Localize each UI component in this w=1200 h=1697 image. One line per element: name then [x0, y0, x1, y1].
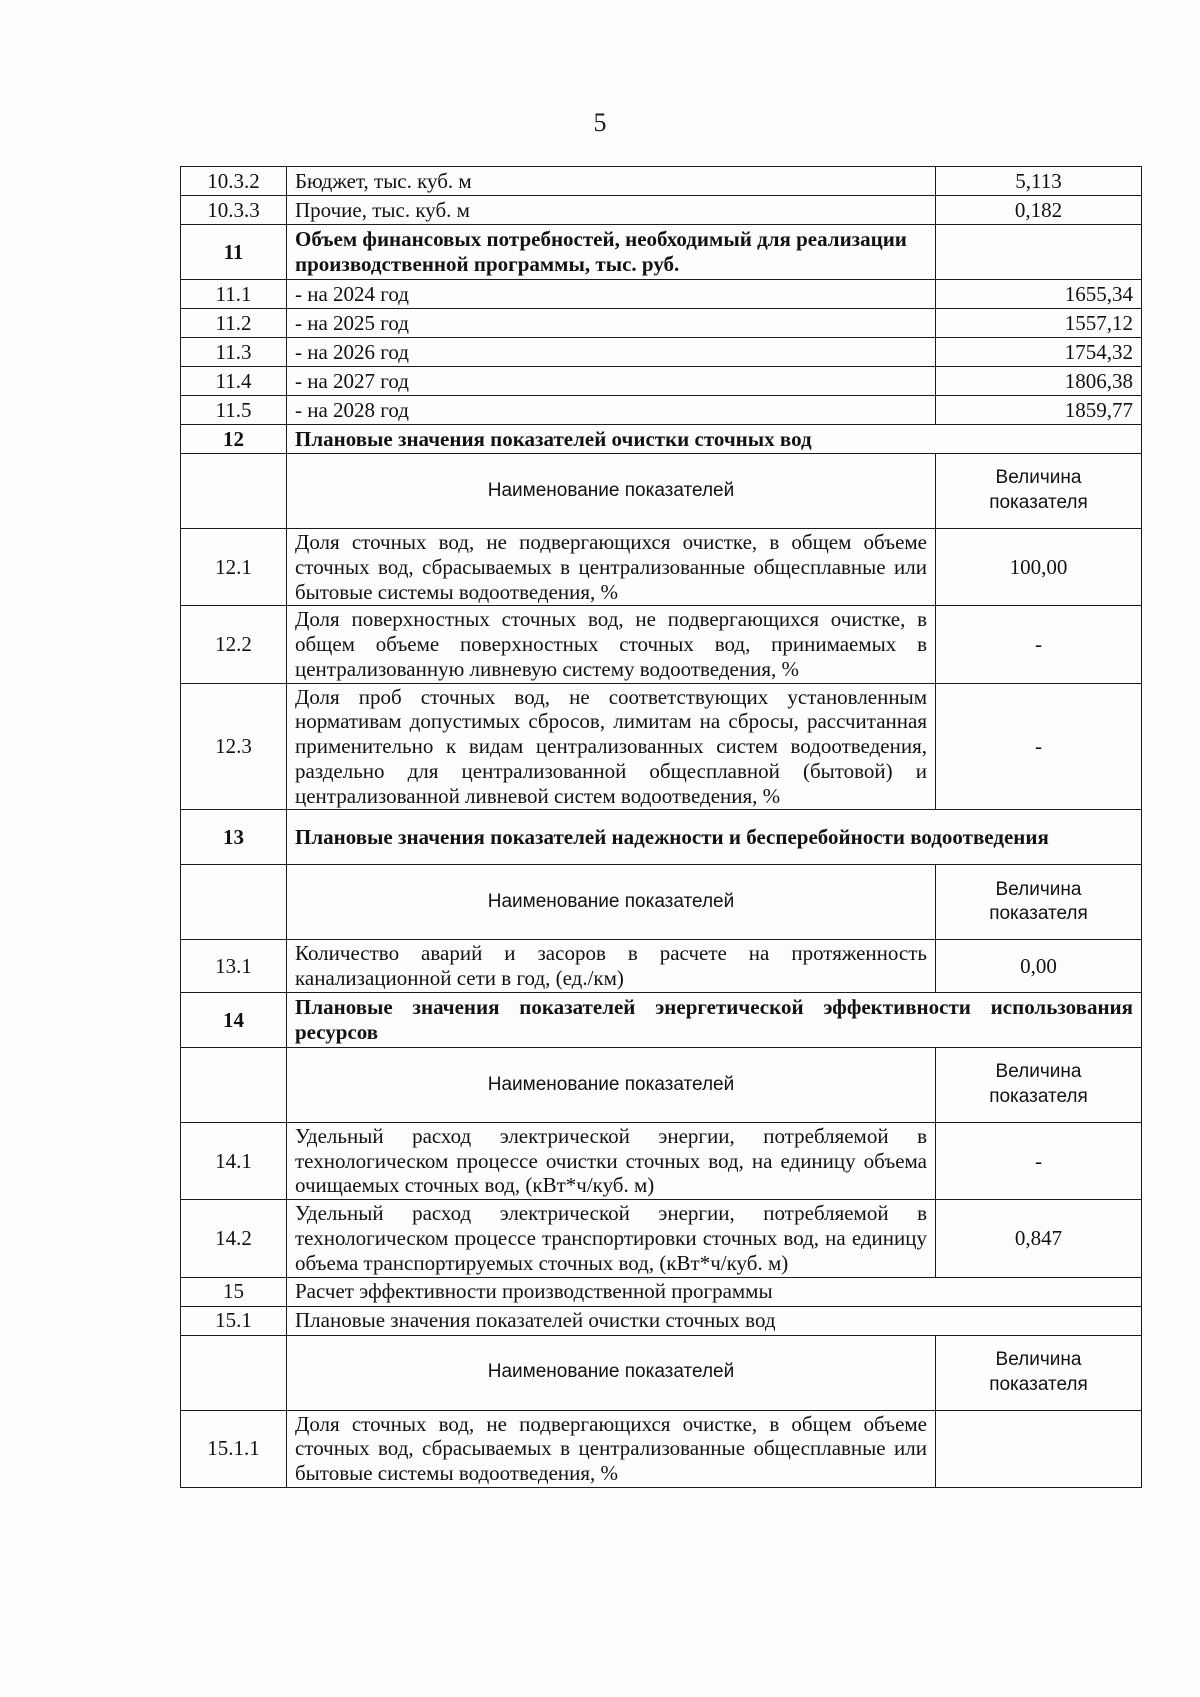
table-row	[181, 606, 1142, 683]
row-value: 100,00	[936, 529, 1142, 606]
row-number: 10.3.2	[181, 167, 287, 196]
row-number: 14.2	[181, 1200, 287, 1277]
row-value: 0,00	[936, 940, 1142, 993]
section-row	[181, 810, 1142, 865]
row-number: 12.1	[181, 529, 287, 606]
table-row	[181, 1200, 1142, 1277]
column-header-value: Величина показателя	[936, 865, 1142, 940]
row-text: Доля сточных вод, не подвергающихся очистке, в общем объеме сточных вод, сбрасываемых в централизованные общесплавные или бытовые системы водоотведения, %	[287, 1410, 936, 1487]
section-number: 14	[181, 992, 287, 1047]
table-row	[181, 338, 1142, 367]
empty-cell	[181, 865, 287, 940]
section-title: Плановые значения показателей энергетической эффективности использования ресурсов	[287, 992, 1142, 1047]
table-header-row	[181, 1047, 1142, 1122]
row-number: 15.1	[181, 1306, 287, 1335]
row-text: Удельный расход электрической энергии, потребляемой в технологическом процессе очистки сточных вод, на единицу объема очищаемых сточных вод, (кВт*ч/куб. м)	[287, 1122, 936, 1199]
row-text: Доля поверхностных сточных вод, не подвергающихся очистке, в общем объеме поверхностных сточных вод, принимаемых в централизованную ливневую систему водоотведения, %	[287, 606, 936, 683]
table-row	[181, 1306, 1142, 1335]
row-text: - на 2026 год	[287, 338, 936, 367]
section-title: Плановые значения показателей очистки сточных вод	[287, 425, 1142, 454]
row-value: -	[936, 606, 1142, 683]
empty-cell	[181, 1047, 287, 1122]
indicators-table	[180, 166, 1142, 1488]
page-number: 5	[593, 108, 607, 137]
row-text: Доля проб сточных вод, не соответствующих установленным нормативам допустимых сбросов, лимитам на сбросы, рассчитанная применительно к видам централизованных систем водоотведения, раздельно для централизованной общесплавной (бытовой) и централизованной ливневой систем водоотведения, %	[287, 683, 936, 810]
row-text: - на 2025 год	[287, 309, 936, 338]
section-number: 13	[181, 810, 287, 865]
section-row	[181, 225, 1142, 280]
section-title: Плановые значения показателей надежности и бесперебойности водоотведения	[287, 810, 1142, 865]
row-number: 15.1.1	[181, 1410, 287, 1487]
column-header-name: Наименование показателей	[287, 454, 936, 529]
table-header-row	[181, 1335, 1142, 1410]
row-number: 15	[181, 1277, 287, 1306]
row-value: -	[936, 683, 1142, 810]
row-value	[936, 225, 1142, 280]
table-row	[181, 1410, 1142, 1487]
empty-cell	[181, 454, 287, 529]
row-number: 14.1	[181, 1122, 287, 1199]
row-number: 12.2	[181, 606, 287, 683]
row-number: 11.2	[181, 309, 287, 338]
table-row	[181, 683, 1142, 810]
row-number: 10.3.3	[181, 196, 287, 225]
row-text: - на 2028 год	[287, 396, 936, 425]
section-number: 12	[181, 425, 287, 454]
column-header-name: Наименование показателей	[287, 865, 936, 940]
row-value: 0,847	[936, 1200, 1142, 1277]
empty-cell	[181, 1335, 287, 1410]
section-row	[181, 992, 1142, 1047]
table-row	[181, 367, 1142, 396]
row-text: Бюджет, тыс. куб. м	[287, 167, 936, 196]
table-header-row	[181, 454, 1142, 529]
table-row	[181, 1277, 1142, 1306]
row-text: Расчет эффективности производственной программы	[287, 1277, 1142, 1306]
column-header-name: Наименование показателей	[287, 1047, 936, 1122]
row-number: 11.4	[181, 367, 287, 396]
row-number: 11.1	[181, 280, 287, 309]
row-value: 1806,38	[936, 367, 1142, 396]
row-value: 1754,32	[936, 338, 1142, 367]
row-value: 5,113	[936, 167, 1142, 196]
table-row	[181, 396, 1142, 425]
row-number: 13.1	[181, 940, 287, 993]
column-header-name: Наименование показателей	[287, 1335, 936, 1410]
row-text: Прочие, тыс. куб. м	[287, 196, 936, 225]
table-row	[181, 167, 1142, 196]
section-row	[181, 425, 1142, 454]
row-value: 1655,34	[936, 280, 1142, 309]
row-text: Плановые значения показателей очистки сточных вод	[287, 1306, 1142, 1335]
row-text: Удельный расход электрической энергии, потребляемой в технологическом процессе транспортировки сточных вод, на единицу объема транспортируемых сточных вод, (кВт*ч/куб. м)	[287, 1200, 936, 1277]
table-header-row	[181, 865, 1142, 940]
row-text: Доля сточных вод, не подвергающихся очистке, в общем объеме сточных вод, сбрасываемых в централизованные общесплавные или бытовые системы водоотведения, %	[287, 529, 936, 606]
table-row	[181, 196, 1142, 225]
column-header-value: Величина показателя	[936, 1335, 1142, 1410]
table-row	[181, 309, 1142, 338]
row-value: 1557,12	[936, 309, 1142, 338]
row-value: -	[936, 1122, 1142, 1199]
table-row	[181, 940, 1142, 993]
row-number: 11.5	[181, 396, 287, 425]
row-text: - на 2024 год	[287, 280, 936, 309]
row-value: 1859,77	[936, 396, 1142, 425]
row-value	[936, 1410, 1142, 1487]
row-text: Количество аварий и засоров в расчете на протяженность канализационной сети в год, (ед./км)	[287, 940, 936, 993]
table-row	[181, 1122, 1142, 1199]
row-value: 0,182	[936, 196, 1142, 225]
column-header-value: Величина показателя	[936, 454, 1142, 529]
table-row	[181, 529, 1142, 606]
section-number: 11	[181, 225, 287, 280]
row-number: 12.3	[181, 683, 287, 810]
section-title: Объем финансовых потребностей, необходимый для реализации производственной программы, тыс. руб.	[287, 225, 936, 280]
table-row	[181, 280, 1142, 309]
row-text: - на 2027 год	[287, 367, 936, 396]
row-number: 11.3	[181, 338, 287, 367]
column-header-value: Величина показателя	[936, 1047, 1142, 1122]
